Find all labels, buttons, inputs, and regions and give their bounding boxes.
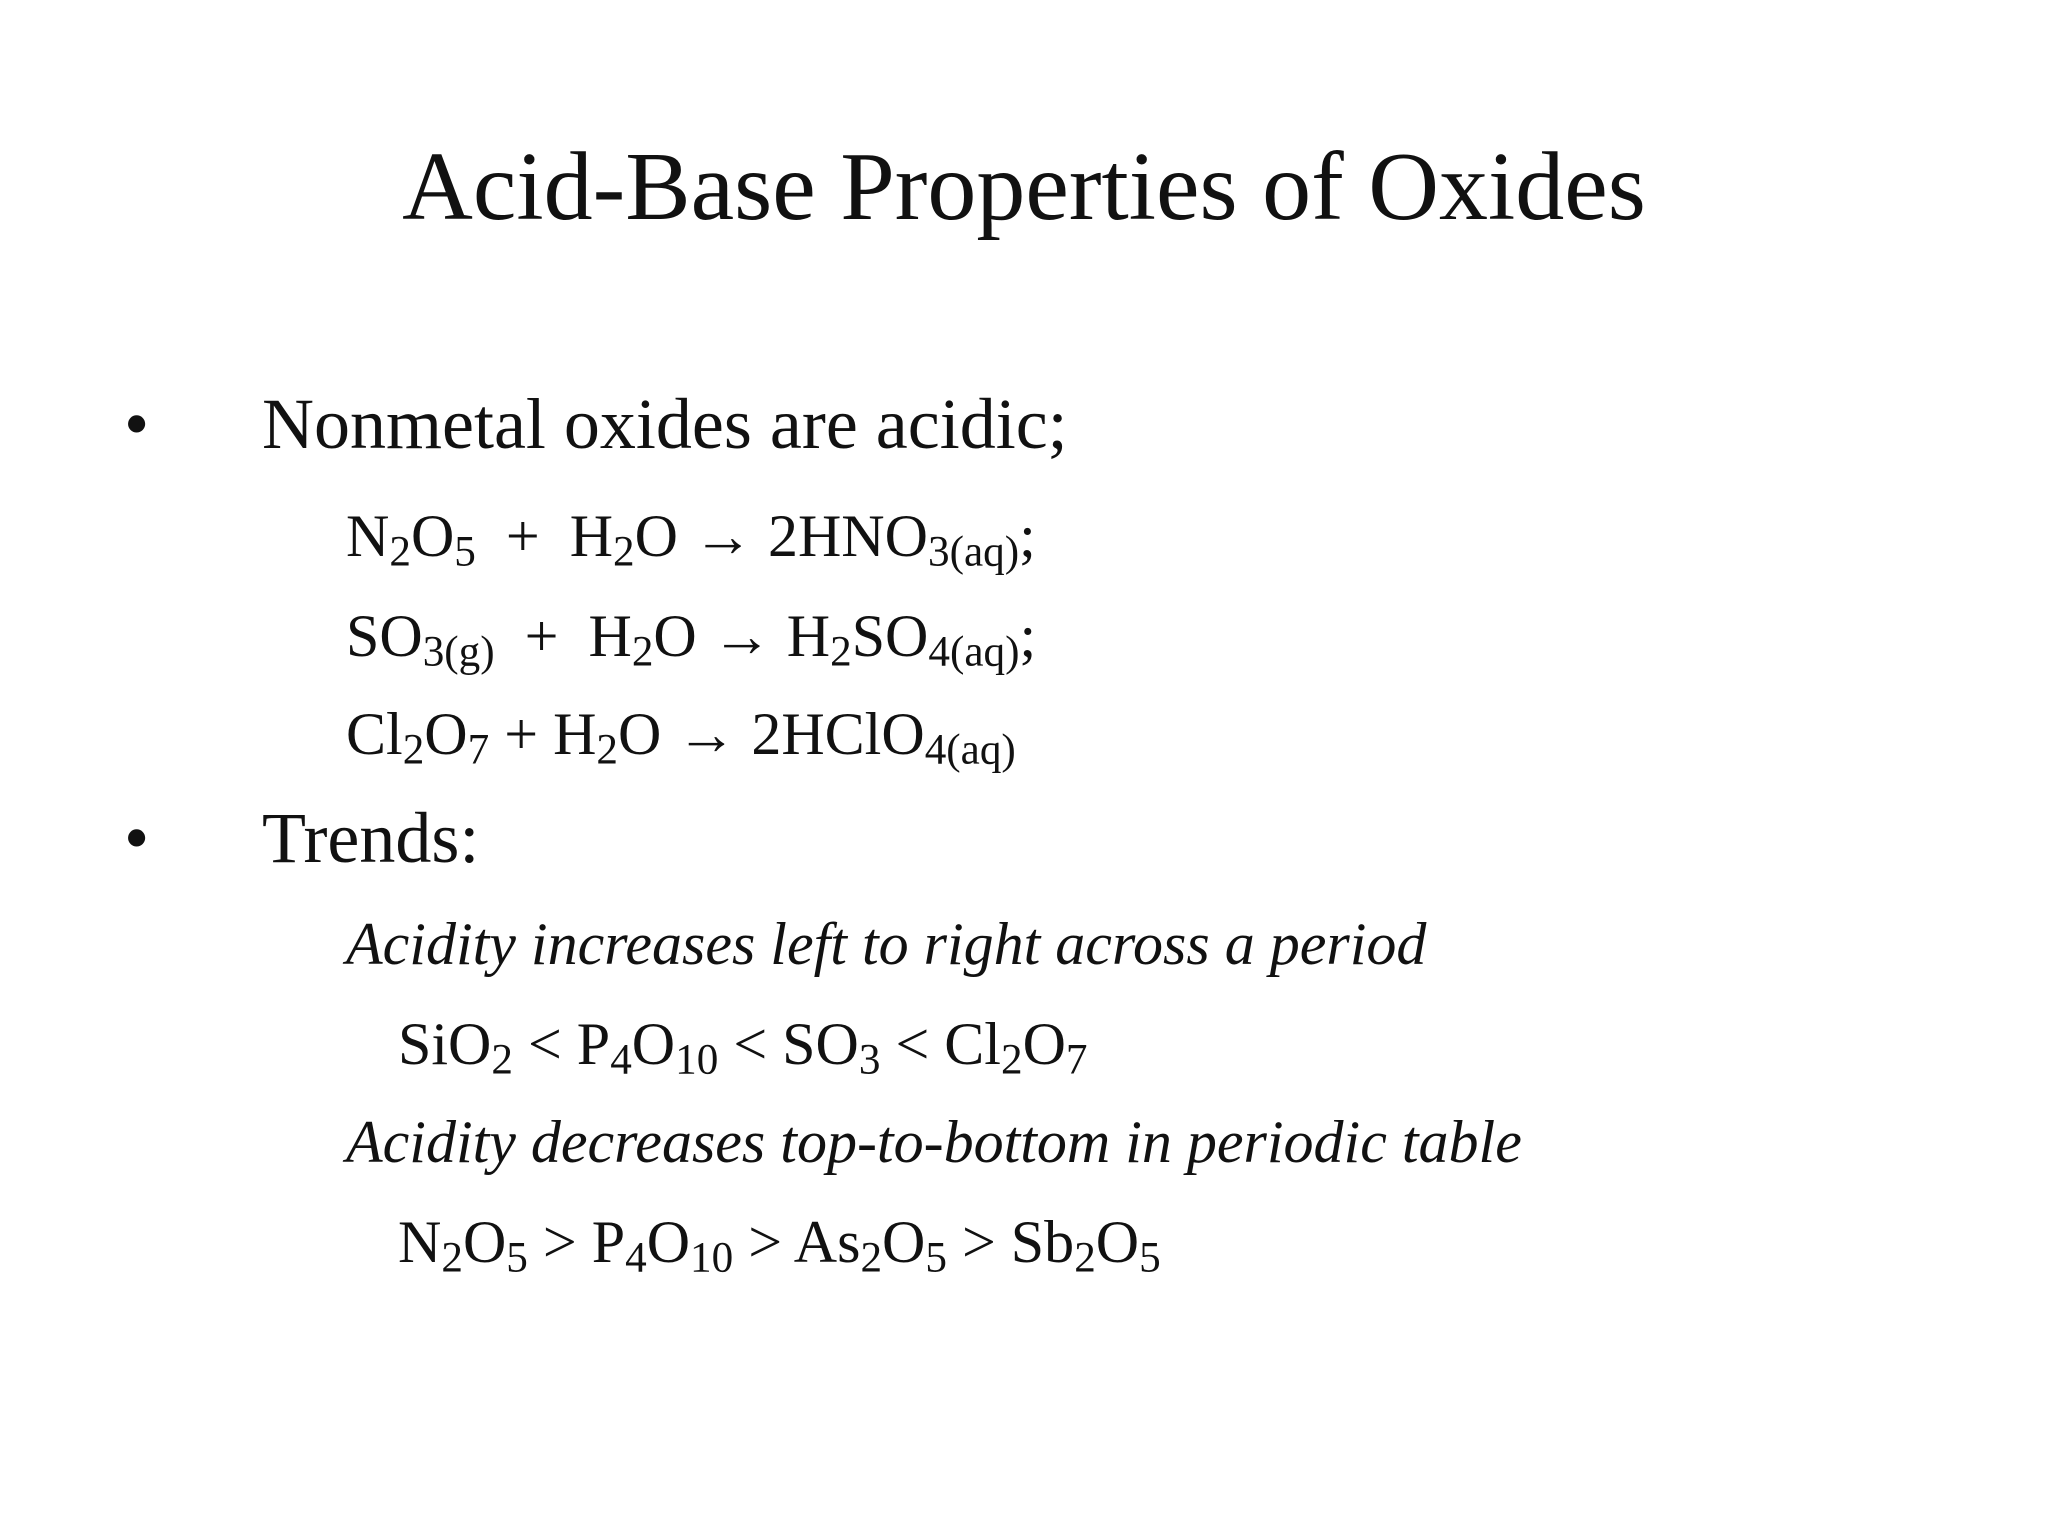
- formula-subscript: 2: [613, 528, 635, 576]
- formula-text: ;: [1019, 503, 1036, 569]
- formula-text: O: [882, 1209, 926, 1275]
- formula-subscript: 10: [690, 1234, 734, 1282]
- formula-text: O: [410, 503, 455, 569]
- formula-text: SiO: [398, 1011, 492, 1077]
- formula-text: O: [1022, 1011, 1066, 1077]
- equation-line: [346, 603, 1037, 676]
- formula-subscript: 5: [1139, 1234, 1161, 1282]
- formula-subscript: 4: [610, 1036, 632, 1084]
- formula-text: N: [346, 503, 390, 569]
- equation-line: [346, 503, 1036, 576]
- formula-text: O → 2HNO: [634, 503, 928, 569]
- formula-text: < Cl: [880, 1011, 1001, 1077]
- formula-subscript: 2: [860, 1234, 883, 1282]
- formula-text: < P: [512, 1011, 611, 1077]
- bullet-marker: •: [124, 798, 150, 878]
- formula-subscript: 2: [1074, 1234, 1096, 1282]
- formula-subscript: 3: [858, 1036, 881, 1084]
- formula-text: + H: [494, 603, 632, 669]
- slide-title: Acid-Base Properties of Oxides: [402, 133, 1646, 241]
- formula-text: O: [646, 1209, 691, 1275]
- formula-text: O → H: [653, 603, 831, 669]
- trend-statement: Acidity increases left to right across a period: [346, 911, 1427, 977]
- formula-text: Cl: [346, 701, 403, 767]
- trend-series: [398, 1209, 1161, 1282]
- formula-text: O → 2HClO: [618, 701, 925, 767]
- formula-subscript: 2: [830, 628, 852, 676]
- formula-subscript: 4(aq): [924, 726, 1016, 774]
- formula-subscript: 2: [389, 528, 411, 576]
- formula-text: > As: [733, 1209, 861, 1275]
- bullet-label: Trends:: [262, 798, 480, 878]
- formula-text: > Sb: [946, 1209, 1075, 1275]
- formula-text: O: [424, 701, 468, 767]
- formula-text: N: [398, 1209, 442, 1275]
- formula-subscript: 10: [675, 1036, 719, 1084]
- formula-subscript: 3(g): [422, 628, 495, 676]
- formula-subscript: 2: [441, 1234, 463, 1282]
- trend-statement: Acidity decreases top-to-bottom in periodic table: [346, 1109, 1522, 1175]
- formula-subscript: 5: [506, 1234, 528, 1282]
- formula-text: ;: [1019, 603, 1037, 669]
- formula-text: O: [631, 1011, 676, 1077]
- formula-text: < SO: [718, 1011, 859, 1077]
- bullet-label: Nonmetal oxides are acidic;: [262, 384, 1068, 464]
- formula-subscript: 5: [454, 528, 476, 576]
- formula-subscript: 3(aq): [927, 528, 1020, 576]
- formula-subscript: 4(aq): [928, 628, 1020, 676]
- formula-subscript: 7: [467, 726, 490, 774]
- formula-subscript: 7: [1065, 1036, 1088, 1084]
- equation-line: [346, 701, 1016, 774]
- formula-text: SO: [346, 603, 423, 669]
- formula-subscript: 2: [402, 726, 425, 774]
- formula-subscript: 5: [925, 1234, 947, 1282]
- formula-subscript: 2: [491, 1036, 513, 1084]
- formula-subscript: 2: [1000, 1036, 1023, 1084]
- formula-text: > P: [527, 1209, 626, 1275]
- bullet-marker: •: [124, 384, 150, 464]
- formula-text: + H: [489, 701, 597, 767]
- formula-text: SO: [851, 603, 929, 669]
- formula-text: O: [462, 1209, 507, 1275]
- formula-text: + H: [475, 503, 614, 569]
- formula-subscript: 4: [625, 1234, 647, 1282]
- formula-subscript: 2: [596, 726, 618, 774]
- formula-subscript: 2: [631, 628, 654, 676]
- formula-text: O: [1095, 1209, 1140, 1275]
- trend-series: [398, 1011, 1088, 1084]
